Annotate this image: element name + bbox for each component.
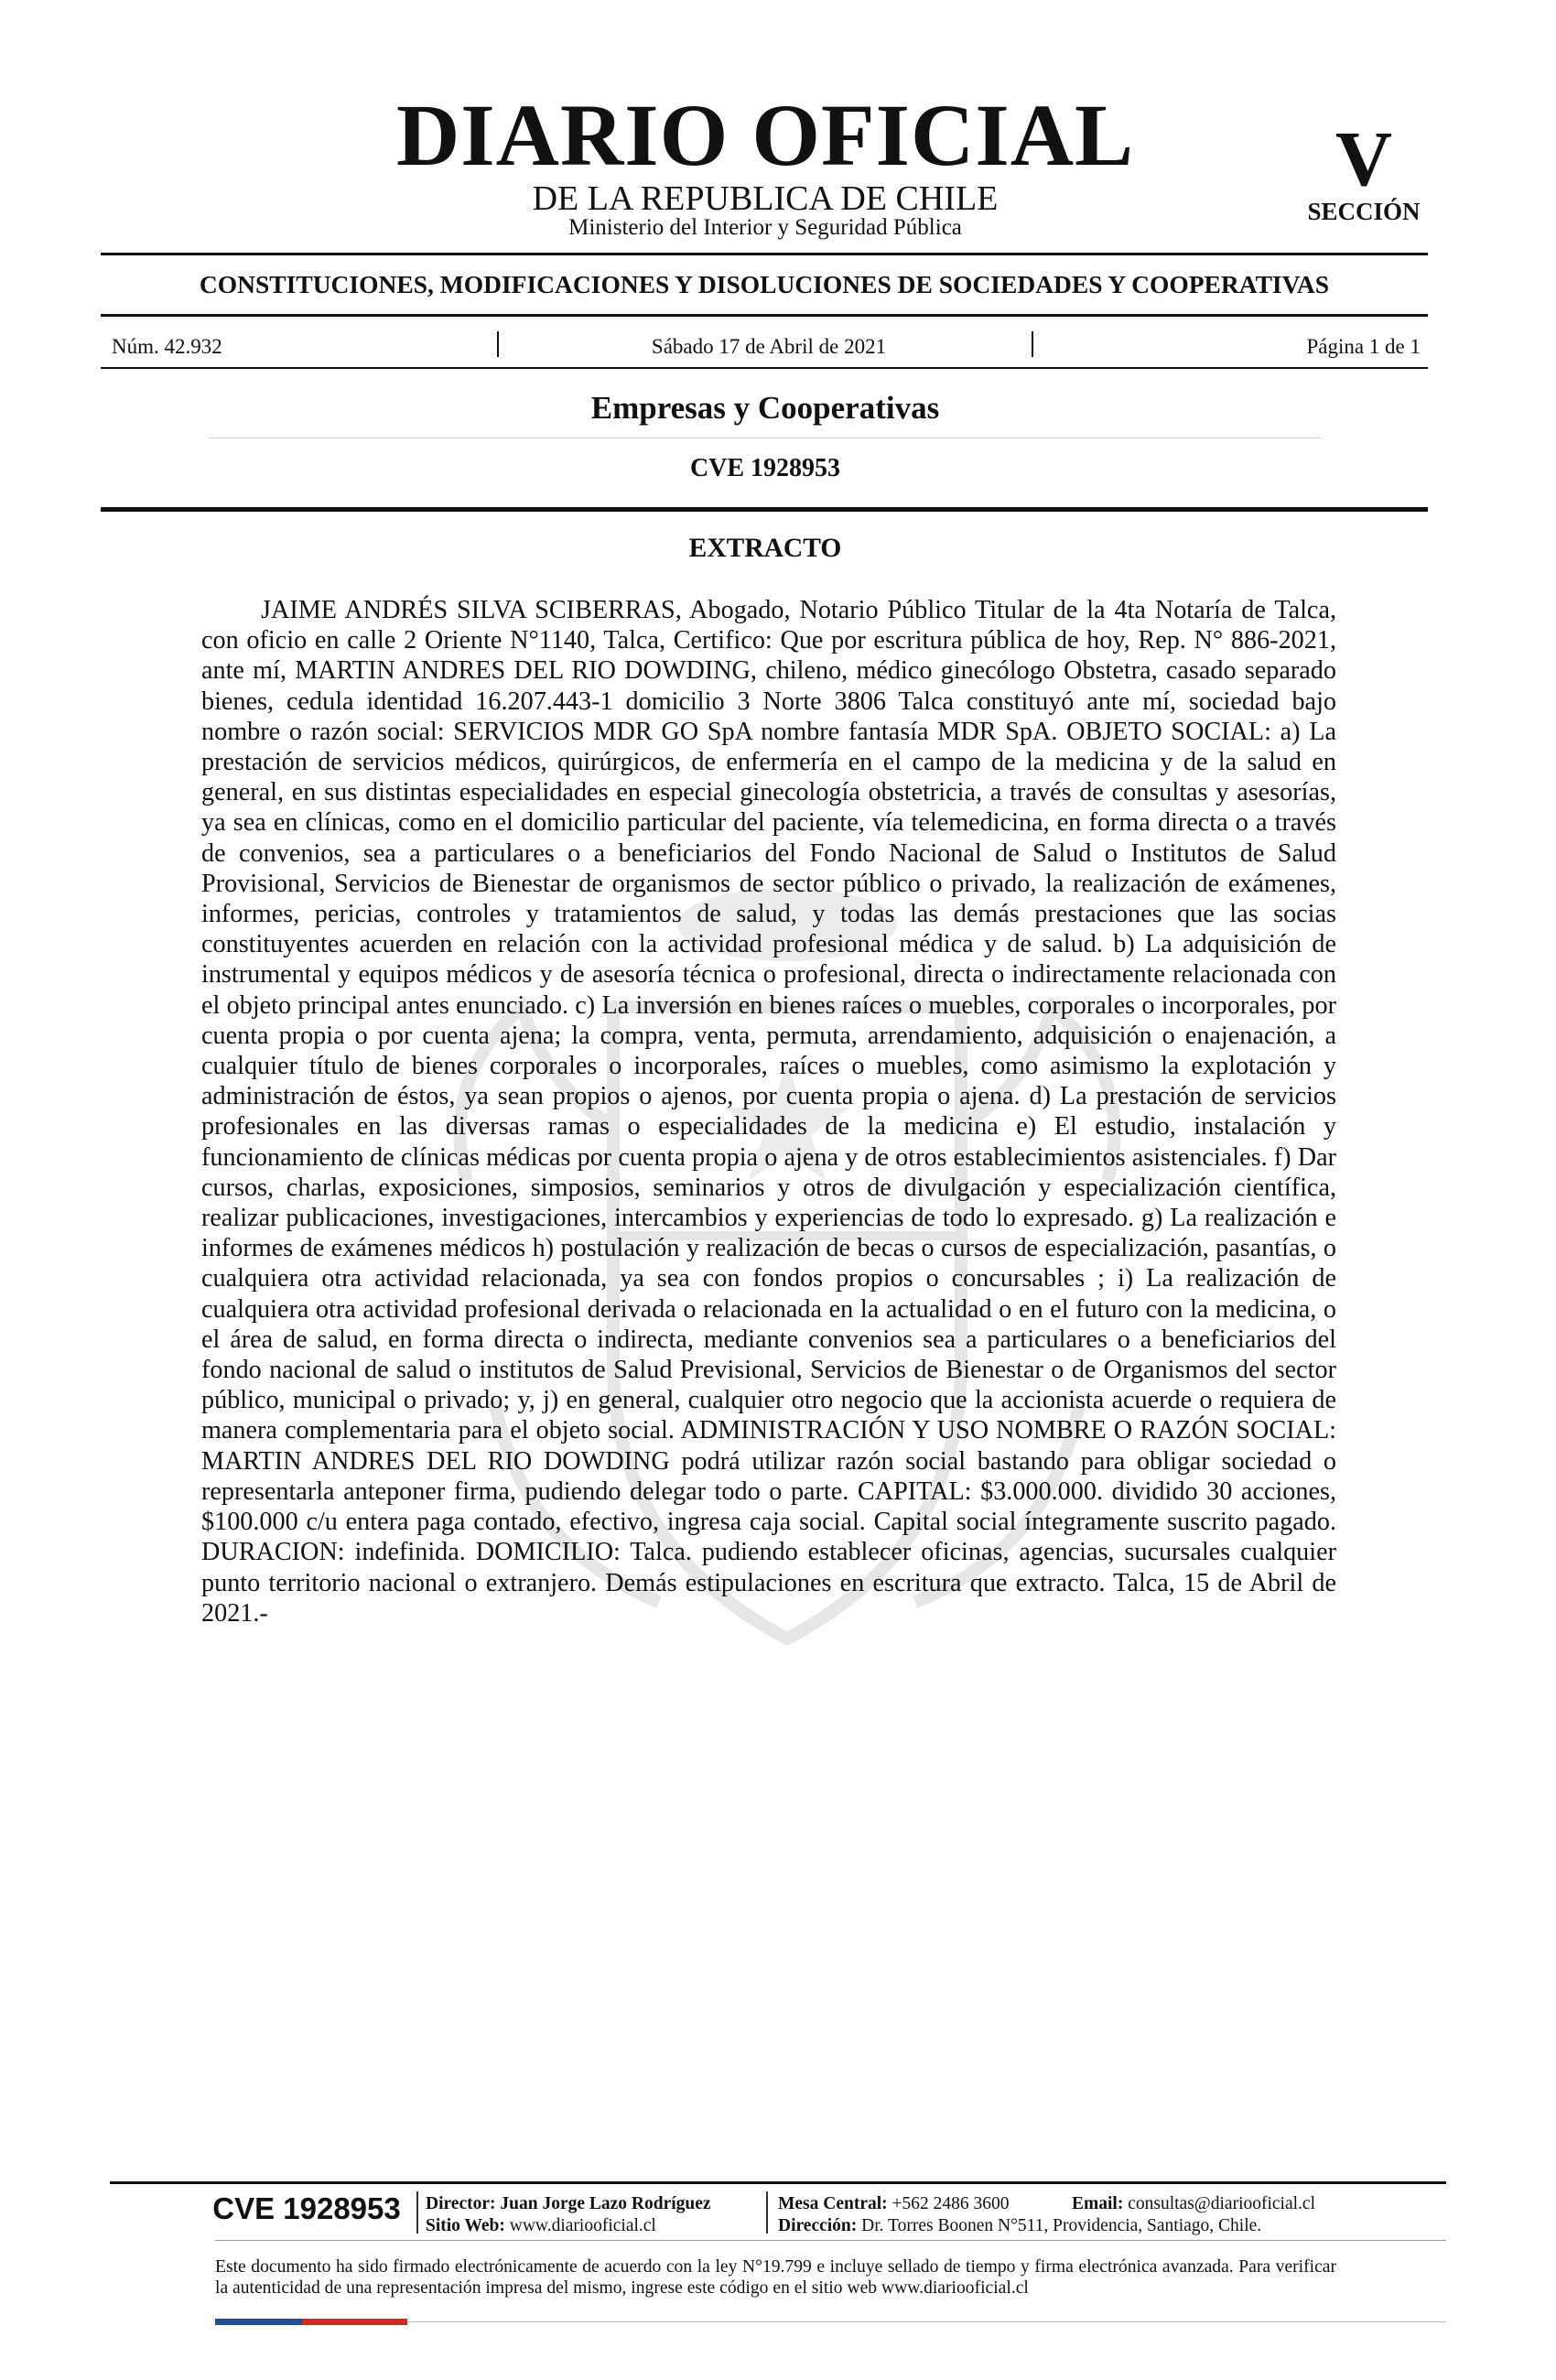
footer-separator bbox=[766, 2191, 768, 2234]
footer-phone bbox=[778, 2195, 1010, 2213]
flag-red-segment bbox=[302, 2319, 407, 2325]
section-letter: V bbox=[1334, 114, 1393, 202]
address-value: Dr. Torres Boonen N°511, Providencia, Santiago, Chile. bbox=[861, 2216, 1262, 2235]
masthead-subtitle: DE LA REPUBLICA DE CHILE bbox=[532, 179, 999, 218]
site-link[interactable]: www.diariooficial.cl bbox=[509, 2216, 656, 2235]
header-divider bbox=[101, 314, 1428, 317]
footer-legal-note: Este documento ha sido firmado electrónicamente de acuerdo con la ley N°19.799 e incluye sellado de tiempo y firma electrónica avanzada. Para verificar la autenticidad de una representación impresa del mismo, ingrese este código en el sitio web www.diariooficial.cl bbox=[215, 2257, 1336, 2298]
address-label: Dirección: bbox=[778, 2216, 858, 2235]
flag-color-bar bbox=[215, 2319, 407, 2325]
footer-divider-thin bbox=[215, 2240, 1446, 2241]
footer-cve-code: CVE 1928953 bbox=[212, 2191, 401, 2225]
cve-code: CVE 1928953 bbox=[689, 454, 841, 482]
meta-separator bbox=[1032, 331, 1033, 357]
section-title: Empresas y Cooperativas bbox=[590, 390, 940, 426]
header-divider bbox=[101, 253, 1428, 255]
director-name: Juan Jorge Lazo Rodríguez bbox=[500, 2194, 711, 2213]
section-label: SECCIÓN bbox=[1307, 198, 1421, 225]
extract-heading: EXTRACTO bbox=[688, 534, 842, 563]
phone-label: Mesa Central: bbox=[778, 2194, 888, 2213]
flag-blue-segment bbox=[215, 2319, 302, 2325]
site-label: Sitio Web: bbox=[426, 2216, 505, 2235]
header-divider bbox=[101, 367, 1428, 369]
email-label: Email: bbox=[1072, 2194, 1124, 2213]
page-info: Página 1 de 1 bbox=[1306, 335, 1421, 358]
footer-separator bbox=[416, 2191, 418, 2234]
footer-site bbox=[426, 2217, 656, 2235]
email-link[interactable]: consultas@diariooficial.cl bbox=[1128, 2194, 1315, 2213]
masthead-title: DIARIO OFICIAL bbox=[395, 86, 1135, 184]
meta-separator bbox=[497, 331, 499, 357]
footer-divider-thin bbox=[407, 2321, 1446, 2322]
footer-email bbox=[1072, 2195, 1315, 2213]
issue-number: Núm. 42.932 bbox=[112, 335, 222, 358]
extract-body: JAIME ANDRÉS SILVA SCIBERRAS, Abogado, Notario Público Titular de la 4ta Notaría de Talca, con oficio en calle 2 Oriente N°1140, Talca, Certifico: Que por escritura pública de hoy, Rep. N° 886-2021, ante mí, MARTIN ANDRES DEL RIO DOWDING, chileno, médico ginecólogo Obstetra, casado separado bienes, cedula identidad 16.207.443-1 domicilio 3 Norte 3806 Talca constituyó ante mí, sociedad bajo nombre o razón social: SERVICIOS MDR GO SpA nombre fantasía MDR SpA. OBJETO SOCIAL: a) La prestación de servicios médicos, quirúrgicos, de enfermería en el campo de la medicina y de la salud en general, en sus distintas especialidades en especial ginecología obstetricia, a través de consultas y asesorías, ya sea en clínicas, como en el domicilio particular del paciente, vía telemedicina, en forma directa o a través de convenios, sea a particulares o a beneficiarios del Fondo Nacional de Salud o Institutos de Salud Provisional, Servicios de Bienestar de organismos de sector público o privado, la realización de exámenes, informes, pericias, controles y tratamientos de salud, y todas las demás prestaciones que las socias constituyentes acuerden en relación con la actividad profesional médica y de salud. b) La adquisición de instrumental y equipos médicos y de asesoría técnica o profesional, directa o indirectamente relacionada con el objeto principal antes enunciado. c) La inversión en bienes raíces o muebles, corporales o incorporales, por cuenta propia o por cuenta ajena; la compra, venta, permuta, arrendamiento, adquisición o enajenación, a cualquier título de bienes corporales o incorporales, raíces o muebles, como asimismo la explotación y administración de éstos, ya sean propios o ajenos, por cuenta propia o ajena. d) La prestación de servicios profesionales en las diversas ramas o especialidades de la medicina e) El estudio, instalación y funcionamiento de clínicas médicas por cuenta propia o ajena y de otros establecimientos asistenciales. f) Dar cursos, charlas, exposiciones, simposios, seminarios y otros de divulgación y especialización científica, realizar publicaciones, investigaciones, intercambios y experiencias de todo lo expresado. g) La realización e informes de exámenes médicos h) postulación y realización de becas o cursos de especialización, pasantías, o cualquiera otra actividad relacionada, ya sea con fondos propios o concursables ; i) La realización de cualquiera otra actividad profesional derivada o relacionada en la actualidad o en el futuro con la medicina, o el área de salud, en forma directa o indirecta, mediante convenios sea a particulares o a beneficiarios del fondo nacional de salud o institutos de Salud Previsional, Servicios de Bienestar o de Organismos del sector público, municipal o privado; y, j) en general, cualquier otro negocio que la accionista acuerde o requiera de manera complementaria para el objeto social. ADMINISTRACIÓN Y USO NOMBRE O RAZÓN SOCIAL: MARTIN ANDRES DEL RIO DOWDING podrá utilizar razón social bastando para obligar sociedad o representarla anteponer firma, pudiendo delegar todo o parte. CAPITAL: $3.000.000. dividido 30 acciones, $100.000 c/u entera paga contado, efectivo, ingresa caja social. Capital social íntegramente suscrito pagado. DURACION: indefinida. DOMICILIO: Talca. pudiendo establecer oficinas, agencias, sucursales cualquier punto territorio nacional o extranjero. Demás estipulaciones en escritura que extracto. Talca, 15 de Abril de 2021.- bbox=[201, 596, 1336, 1628]
director-label: Director: bbox=[426, 2194, 496, 2213]
issue-date: Sábado 17 de Abril de 2021 bbox=[651, 335, 887, 358]
phone-value: +562 2486 3600 bbox=[891, 2194, 1010, 2213]
ministry-line: Ministerio del Interior y Seguridad Pública bbox=[568, 215, 962, 240]
category-title: CONSTITUCIONES, MODIFICACIONES Y DISOLUCIONES DE SOCIEDADES Y COOPERATIVAS bbox=[199, 270, 1330, 298]
footer-address bbox=[778, 2217, 1261, 2235]
footer-director bbox=[426, 2195, 711, 2213]
footer-divider bbox=[110, 2181, 1446, 2184]
section-divider-thick bbox=[101, 507, 1428, 512]
